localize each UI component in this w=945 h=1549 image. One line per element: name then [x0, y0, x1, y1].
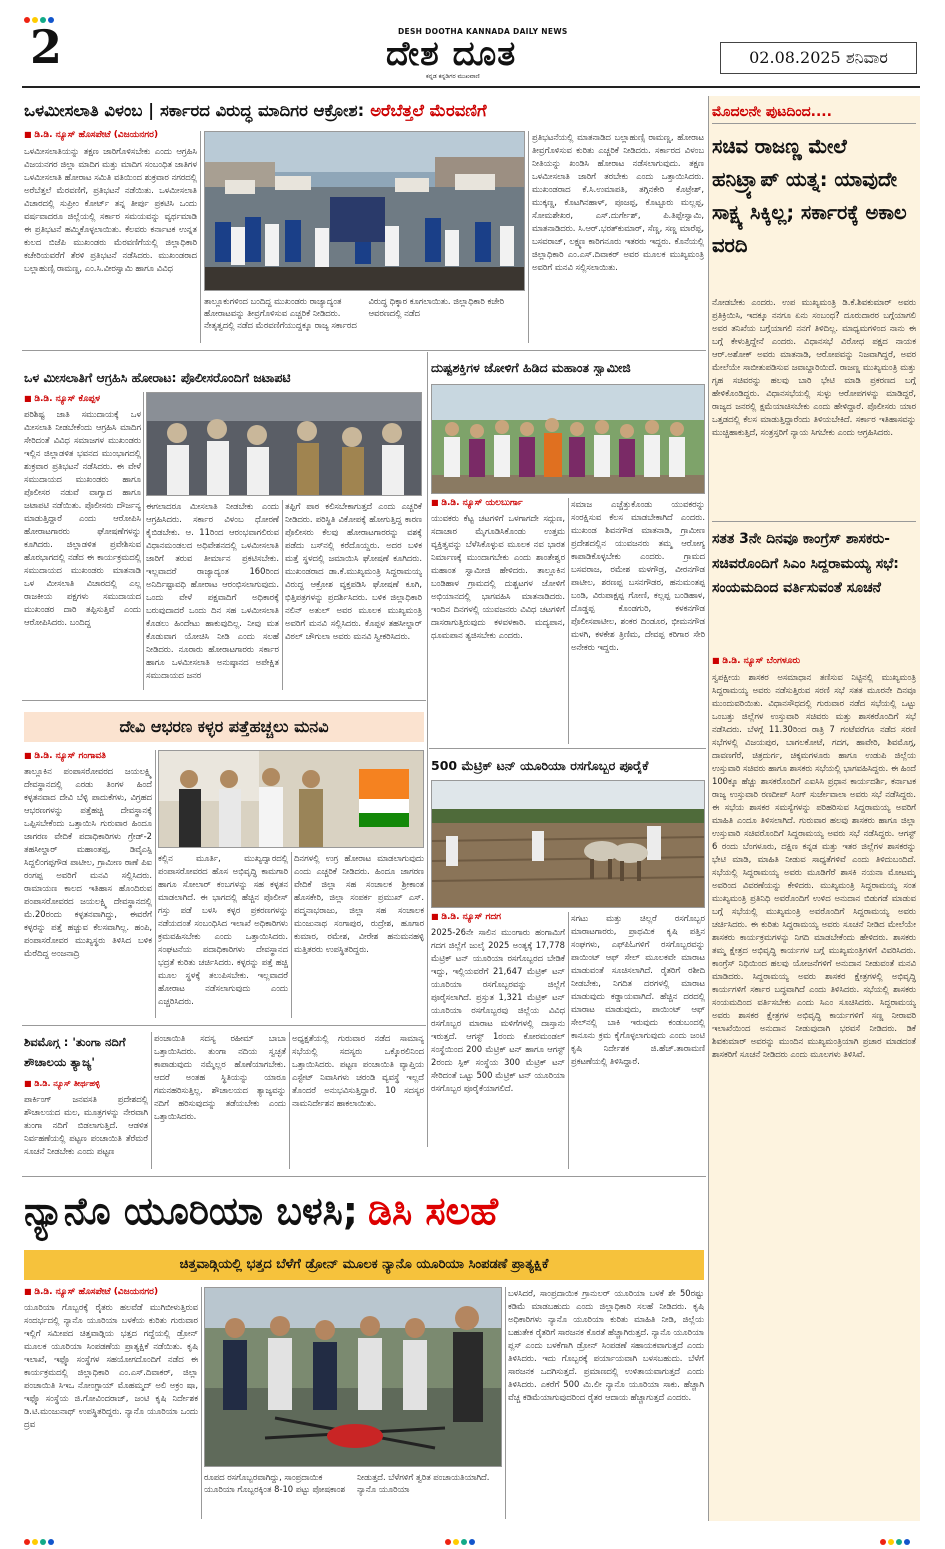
divider	[289, 1032, 290, 1169]
divider	[291, 852, 292, 1018]
protest-photo-illustration	[205, 132, 525, 291]
story-3-col-2: ಸಮಾಜ ಎಚ್ಚೆತ್ತುಕೊಂಡು ಯುವಕರನ್ನು ಸಂರಕ್ಷಿಸುವ ಕೆಲಸ ಮಾಡಬೇಕಾಗಿದೆ ಎಂದರು. ಮುಖಂಡ ಶಿವನಗೌಡ ಮಾತನಾಡಿ, ಗ್ರಾಮೀಣ ಪ್ರದೇಶದಲ್ಲಿನ ಯುವಜನರು ತಮ್ಮ ಆರೋಗ್ಯ ಕಾಪಾಡಿಕೊಳ್ಳಬೇಕು ಎಂದರು. ಗ್ರಾಮದ ಬಸವರಾಜ, ರಮೇಶ ಮಳಗೌಡ್ರ, ವೀರನಗೌಡ ಪಾಟೀಲ, ಶರಣಪ್ಪ ಬಸನಗೌಡರ, ಹನುಮಂತಪ್ಪ ಬಂಡಿ, ವಿರುಪಾಕ್ಷಪ್ಪ ಗೋಣಿ, ಕಲ್ಲಪ್ಪ ಬಂಡಿಹಾಳ, ದೊಡ್ಡಪ್ಪ ಕೊಂಡಗುರಿ, ಕಳಕನಗೌಡ ಪೊಲೀಸಪಾಟೀಲ, ಶಂಕರ ದಿಂಡೂರ, ಭೀಮನಗೌಡ ಮಳಗಿ, ಕಳಕೇಶ ತ್ರಿಣಿಮ, ದೇವಪ್ಪ ಕರಿಗಾರ ಸೇರಿ ಅನೇಕರು ಇದ್ದರು.	[571, 499, 705, 652]
paper-name-en: DESH DOOTHA KANNADA DAILY NEWS	[398, 27, 568, 36]
divider	[143, 392, 144, 690]
tagline: ಕನ್ನಡ ಕನ್ನಡಿಗರ ಮುಖವಾಣಿ	[426, 73, 480, 80]
divider	[22, 1025, 426, 1026]
page-number: 2	[30, 20, 63, 74]
story-4-col-3: ದಿನಗಳಲ್ಲಿ ಉಗ್ರ ಹೋರಾಟ ಮಾಡಲಾಗುವುದು ಎಂದು ಎಚ್ಚರಿಕೆ ನೀಡಿದರು. ಹಿಂದೂ ಜಾಗರಣ ವೇದಿಕೆ ಜಿಲ್ಲಾ ಸಹ ಸಂಚಾಲಕ ಶ್ರೀಕಾಂತ ಹೊಸಕೇರಿ, ಜಿಲ್ಲಾ ಸಂಪರ್ಕ ಪ್ರಮುಖ್ ಎಸ್. ಪದ್ಮನಾಭರಾಜು, ಜಿಲ್ಲಾ ಸಹ ಸಂಚಾಲಕ ಮಂಜುನಾಥ ಸಂಗಾಪುರ, ರುದ್ರೇಶ, ಹೂಗಾರ ಕುಮಾರ, ರಮೇಶ, ವೀರೇಶ ಹನುಮನಹಳ್ಳಿ ಮತ್ತಿತರರು ಉಪಸ್ಥಿತರಿದ್ದರು.	[294, 853, 424, 954]
plough-field-photo-illustration	[432, 781, 705, 908]
banner-headline-accent: ಡಿಸಿ ಸಲಹೆ	[368, 1188, 499, 1233]
story-6-col-2: ಪಂಚಾಯಿತಿ ಸದಸ್ಯ ರಹೀಮ್ ಬಾಬಾ ಒತ್ತಾಯಿಸಿದರು. ತುಂಗಾ ನದಿಯ ಸ್ವಚ್ಛತೆ ಕಾಪಾಡುವುದು ನಮ್ಮೆಲ್ಲರ ಹೊಣೆಯಾಗಬೇಕು. ಆದರೆ ಅಂತಹ ಸ್ಥಿತಿಯನ್ನು ಯಾರೂ ಗಮನಹರಿಸುತ್ತಿಲ್ಲ. ಶೌಚಾಲಯದ ತ್ಯಾಜ್ಯವನ್ನು ನದಿಗೆ ಹರಿಸುವುದನ್ನು ತಡೆಯಬೇಕು ಎಂದು ಒತ್ತಾಯಿಸಿದರು.	[154, 1033, 286, 1121]
sidebar-headline-2: ಸತತ 3ನೇ ದಿನವೂ ಕಾಂಗ್ರೆಸ್ ಶಾಸಕರು-ಸಚಿವರೊಂದಿಗೆ ಸಿಎಂ ಸಿದ್ದರಾಮಯ್ಯ ಸಭೆ: ಸಂಯಮದಿಂದ ವರ್ತಿಸುವಂತೆ ಸೂಚನೆ	[712, 531, 899, 596]
story-7-photo	[204, 1287, 502, 1467]
story-2-col-2: ಈಗಲಾದರೂ ಮೀಸಲಾತಿ ನೀಡಬೇಕು ಎಂದು ಆಗ್ರಹಿಸಿದರು. ಸರ್ಕಾರ ವಿಳಂಬ ಧೋರಣೆ ಕೈಬಿಡಬೇಕು. ಆ. 11ರಿಂದ ಆರಂಭವಾಗಲಿರುವ ವಿಧಾನಮಂಡಲದ ಅಧಿವೇಶನದಲ್ಲಿ ಒಳಮೀಸಲಾತಿ ಜಾರಿಗೆ ತರುವ ತೀರ್ಮಾನ ಪ್ರಕಟಿಸಬೇಕು. ಇಲ್ಲವಾದರೆ ರಾಜ್ಯಾದ್ಯಂತ 160ರಿಂದ ಅನಿರ್ದಿಷ್ಟಾವಧಿ ಹೋರಾಟ ಆರಂಭಿಸಲಾಗುವುದು. ಒಂದು ವೇಳೆ ಪಕ್ಷವಾದಿಗೆ ಅಧಿಕಾರಕ್ಕೆ ಬರುವುದಾದರೆ ಒಂದು ದಿನ ಸಹ ಒಳಮೀಸಲಾತಿ ಕೊಡಲು ಹಿಂದೇಟು ಹಾಕುವುದಿಲ್ಲ. ನೀವು ಮತ ಕೊಡುವಾಗ ಯೋಚಿಸಿ ನೀಡಿ ಎಂದು ಸಲಹೆ ನೀಡಿದರು. ನೂರಾರು ಹೋರಾಟಗಾರರು ಸರ್ಕಾರ ಹಾಗೂ ಒಳಮೀಸಲಾತಿ ಅನುಷ್ಠಾನದ ಅಪೇಕ್ಷಿತ ಸಮುದಾಯದ ಜನರ	[146, 501, 279, 680]
story-1-photo	[204, 131, 525, 291]
color-dots-bottom-right	[880, 1530, 912, 1549]
divider	[22, 1176, 706, 1177]
story-4-col-1: ತಾಲ್ಲೂಕಿನ ಪಂಪಾಸರೋವರದ ಜಯಲಕ್ಷ್ಮಿ ದೇವಸ್ಥಾನದಲ್ಲಿ ಎರಡು ತಿಂಗಳ ಹಿಂದೆ ಕಳ್ಳತನವಾದ ದೇವಿ ಬೆಳ್ಳಿ ಪಾದುಕೆಗಳು, ವಿಗ್ರಹದ ಆಭರಣಗಳನ್ನು ಪತ್ತೆಹಚ್ಚಿ ದೇವಸ್ಥಾನಕ್ಕೆ ಒಪ್ಪಿಸಬೇಕೆಂದು ಒತ್ತಾಯಿಸಿ ಗುರುವಾರ ಹಿಂದೂ ಜಾಗರಣ ವೇದಿಕೆ ಪದಾಧಿಕಾರಿಗಳು ಗ್ರೇಡ್-2 ತಹಸೀಲ್ದಾರ್ ಮಹಾಂತಪ್ಪ, ಡಿವೈಎಸ್ಪಿ ಸಿದ್ದಲಿಂಗಪ್ಪಗೌಡ ಪಾಟೀಲ, ಗ್ರಾಮೀಣ ಠಾಣೆ ಪಿಐ ರಂಗಪ್ಪ ಅವರಿಗೆ ಮನವಿ ಸಲ್ಲಿಸಿದರು. ರಾಮಾಯಣ ಕಾಲದ ಇತಿಹಾಸ ಹೊಂದಿರುವ ಪಂಪಾಸರೋವರದ ಜಯಲಕ್ಷ್ಮಿ ದೇವಸ್ಥಾನದಲ್ಲಿ ಮೆ.20ರಂದು ಕಳ್ಳತನವಾಗಿದ್ದು, ಈವರೆಗೆ ಕಳ್ಳರನ್ನು ಪತ್ತೆ ಹಚ್ಚುವ ಕೆಲಸವಾಗಿಲ್ಲ. ಹಂಪಿ, ಪಂಪಾಸರೋವರ ಮುಖ್ಯಸ್ಥರು ತಿಳಿಸಿದ ಬಳಿಕ ಮೆರೆದಿದ್ದ ಅಂಜನಾದ್ರಿ	[24, 766, 152, 958]
police-scuffle-photo-illustration	[147, 393, 422, 496]
story-2-byline: ■ ಡಿ.ಡಿ. ನ್ಯೂಸ್ ಕೊಪ್ಪಳ	[24, 394, 100, 404]
divider	[22, 700, 426, 701]
story-4-headline: ದೇವಿ ಆಭರಣ ಕಳ್ಳರ ಪತ್ತೆಹಚ್ಚಲು ಮನವಿ	[24, 712, 424, 742]
color-dots-bottom-left	[24, 1530, 56, 1549]
story-2-headline: ಒಳ ಮೀಸಲಾತಿಗೆ ಆಗ್ರಹಿಸಿ ಹೋರಾಟ: ಪೊಲೀಸರೊಂದಿಗೆ ಜಟಾಪಟಿ	[24, 370, 291, 385]
story-5-byline: ■ ಡಿ.ಡಿ. ನ್ಯೂಸ್ ಗದಗ	[431, 912, 501, 922]
story-4-photo	[158, 750, 424, 848]
divider	[568, 912, 569, 1169]
story-2-col-1: ಪರಿಶಿಷ್ಟ ಜಾತಿ ಸಮುದಾಯಕ್ಕೆ ಒಳ ಮೀಸಲಾತಿ ನೀಡಬೇಕೆಂದು ಆಗ್ರಹಿಸಿ ಮಾದಿಗ ಸೇರಿದಂತೆ ವಿವಿಧ ಸಮಾಜಗಳ ಮುಖಂಡರು ಇಲ್ಲಿನ ಜಿಲ್ಲಾಡಳಿತ ಭವನದ ಮುಂಭಾಗದಲ್ಲಿ ಶುಕ್ರವಾರ ಪ್ರತಿಭಟನೆ ನಡೆಸಿದರು. ಈ ವೇಳೆ ಸಮುದಾಯದ ಮುಖಂಡರು ಹಾಗೂ ಪೊಲೀಸರ ನಡುವೆ ವಾಗ್ವಾದ ಹಾಗೂ ಜಟಾಪಟಿ ನಡೆಯಿತು. ಪೊಲೀಸರು ದೌರ್ಜನ್ಯ ಮಾಡುತ್ತಿದ್ದಾರೆ ಎಂದು ಆರೋಪಿಸಿ ಹೋರಾಟಗಾರರು ಘೋಷಣೆಗಳನ್ನು ಕೂಗಿದರು. ಜಿಲ್ಲಾಡಳಿತ ಪ್ರವೇಶಿಸುವ ಹೊರಭಾಗದಲ್ಲಿ ನಡೆದ ಈ ಕಾರ್ಯಕ್ರಮದಲ್ಲಿ ಸಮುದಾಯದ ಮುಖಂಡರು ಮಾತನಾಡಿ ಒಳ ಮೀಸಲಾತಿ ವಿಚಾರದಲ್ಲಿ ಎಲ್ಲ ರಾಜಕೀಯ ಪಕ್ಷಗಳು ಸಮುದಾಯದ ಮುಖಂಡರ ದಾರಿ ತಪ್ಪಿಸುತ್ತಿವೆ ಎಂದು ಆರೋಪಿಸಿದರು. ಬಂದಿದ್ದ	[24, 409, 141, 627]
story-1-headline	[24, 97, 704, 125]
divider	[528, 131, 529, 343]
memorandum-submission-photo-illustration	[159, 751, 424, 848]
divider	[282, 500, 283, 690]
story-7-col-2: ಬಳಸಿದರೆ, ಸಾಂಪ್ರದಾಯಿಕ ಗ್ರಾನುಲರ್ ಯೂರಿಯಾ ಬಳಕೆ ಶೇ 50ರಷ್ಟು ಕಡಿಮೆ ಮಾಡಬಹುದು ಎಂದು ಜಿಲ್ಲಾಧಿಕಾರಿ ಸಲಹೆ ನೀಡಿದರು. ಕೃಷಿ ಅಧಿಕಾರಿಗಳು ನ್ಯಾನೊ ಯೂರಿಯಾ ಕುರಿತು ಮಾಹಿತಿ ನೀಡಿ, ಜಿಲ್ಲೆಯ ಬಹುತೇಕ ರೈತರಿಗೆ ಸಾರಜನಕ ಕೊರತೆ ಹೆಚ್ಚಾಗಿರುತ್ತದೆ. ನ್ಯಾನೊ ಯೂರಿಯಾ ಪ್ಲಸ್ ಎಂದು ಬಳಕೆಗಾಗಿ ಡ್ರೋನ್ ಸಿಂಪಡಣೆ ಸಹಾಯಕವಾಗುತ್ತದೆ ಎಂದು ತಿಳಿಸಿದರು. ಇದು ಗೊಬ್ಬರಕ್ಕೆ ಪರ್ಯಾಯವಾಗಿ ಬಳಸಬಹುದು. ಬೆಳೆಗೆ ಸಾರಜನಕ ಒದಗಿಸುತ್ತದೆ. ಪ್ರಮಾಣದಲ್ಲಿ ಉಳಿತಾಯವಾಗುತ್ತದೆ ಎಂದು ತಿಳಿಸಿದರು. ಎಕರೆಗೆ 500 ಮಿ.ಲೀ ನ್ಯಾನೊ ಯೂರಿಯಾ ಸಾಕು. ಹೆಚ್ಚಾಗಿ ವೆಚ್ಚ ಕಡಿಮೆಯಾಗುವುದರಿಂದ ರೈತರ ಆದಾಯ ಹೆಚ್ಚಾಗುತ್ತದೆ ಎಂದರು.	[508, 1288, 704, 1402]
date-day: 02.08.2025 ಶನಿವಾರ	[749, 48, 888, 67]
divider	[200, 131, 201, 343]
divider	[151, 1032, 152, 1169]
divider	[505, 1287, 506, 1519]
drone-demonstration-photo-illustration	[205, 1288, 502, 1467]
story-1-byline: ■ ಡಿ.ಡಿ. ನ್ಯೂಸ್ ಹೊಸಪೇಟೆ (ವಿಜಯನಗರ)	[24, 130, 158, 140]
date-box	[720, 42, 917, 74]
sidebar-text-1: ನೋಡಬೇಕು ಎಂದರು. ಉಪ ಮುಖ್ಯಮಂತ್ರಿ ಡಿ.ಕೆ.ಶಿವಕುಮಾರ್ ಅವರು ಪ್ರತಿಕ್ರಿಯಿಸಿ, ಇದಕ್ಕೂ ನನಗೂ ಏನು ಸಂಬಂಧ? ದೂರುದಾರರ ಬಗ್ಗೆಯಾಗಲಿ ಅವರ ತನಿಖೆಯ ಬಗ್ಗೆಯಾಗಲಿ ನನಗೆ ತಿಳಿದಿಲ್ಲ. ಮಾಧ್ಯಮಗಳಿಂದ ನಾನು ಈ ಬಗ್ಗೆ ಕೇಳುತ್ತಿದ್ದೇನೆ ಎಂದರು. ವಿಧಾನಸಭೆ ವಿರೋಧ ಪಕ್ಷದ ನಾಯಕ ಆರ್.ಅಶೋಕ್ ಅವರು ಮಾತನಾಡಿ, ಆರೋಪವನ್ನು ನಿಜವಾಗಿದ್ದರೆ, ಅವರ ಮೇಲೆಯೇ ಸಾಬೀತುಪಡಿಸುವ ಜವಾಬ್ದಾರಿಯಿದೆ. ರಾಜಣ್ಣ ಮುಖ್ಯಮಂತ್ರಿ ಮತ್ತು ಗೃಹ ಸಚಿವರನ್ನು ಹಲವು ಬಾರಿ ಭೇಟಿ ಮಾಡಿ ಪ್ರಕರಣದ ಬಗ್ಗೆ ಹೇಳಿಕೊಂಡಿದ್ದರು. ವಿಧಾನಸಭೆಯಲ್ಲಿ ಸುಳ್ಳು ಆರೋಪಗಳನ್ನು ಮಾಡಿದ್ದರೆ, ರಾಜ್ಯದ ಜನರಲ್ಲಿ ಕ್ಷಮೆಯಾಚಿಸಬೇಕು ಎಂದು ಹೇಳಿದ್ದಾರೆ. ಪೊಲೀಸರು ಯಾರ ಒತ್ತಡದಲ್ಲಿ ಕೆಲಸ ಮಾಡುತ್ತಿದ್ದಾರೆಂದು ತಿಳಿಯಬೇಕಿದೆ. ಸರ್ಕಾರ ಇತಿಹಾಸವನ್ನು ಮುಚ್ಚಿಹಾಕುತ್ತಿದೆ, ಸಂತ್ರಸ್ತರಿಗೆ ನ್ಯಾಯ ಸಿಗಬೇಕು ಎಂದು ಆಗ್ರಹಿಸಿದರು.	[712, 297, 916, 437]
masthead	[0, 0, 945, 86]
divider	[429, 748, 706, 749]
story-5-photo	[431, 780, 705, 908]
divider	[427, 352, 428, 1147]
story-6-col-1: ಪಾರ್ಕಿಂಗ್ ಜನವಸತಿ ಪ್ರದೇಶದಲ್ಲಿ ಶೌಚಾಲಯದ ಮಲ, ಮೂತ್ರಗಳನ್ನು ನೇರವಾಗಿ ತುಂಗಾ ನದಿಗೆ ಬಿಡಲಾಗುತ್ತಿದೆ. ಆಡಳಿತ ನಿರ್ವಹಣೆಯಲ್ಲಿ ಪಟ್ಟಣ ಪಂಚಾಯಿತಿ ತೆರೆಮರೆ ಸೂಚನೆ ನೀಡಬೇಕು ಎಂದು ಪಟ್ಟಣ	[24, 1094, 148, 1156]
story-4-col-2: ಕಲ್ಲಿನ ಮೂರ್ತಿ, ಮುಖ್ಯದ್ವಾರದಲ್ಲಿ ಪಂಪಾಸರೋವರದ ಹೊಸ ಅಭಿವೃದ್ಧಿ ಕಾಮಗಾರಿ ಹಾಗೂ ಸೋಲಾರ್ ಕಂಬಗಳನ್ನು ಸಹ ಕಳ್ಳತನ ಮಾಡಲಾಗಿದೆ. ಈ ಭಾಗದಲ್ಲಿ ಹೆಚ್ಚಿನ ಪೊಲೀಸ್ ಗಸ್ತು ಪಡೆ ಬಳಸಿ ಕಳ್ಳರ ಪ್ರಕರಣಗಳನ್ನು ನಡೆಯದಂತೆ ಸಂಬಂಧಿಸಿದ ಇಲಾಖೆ ಅಧಿಕಾರಿಗಳು ಕ್ರಮವಹಿಸಬೇಕು ಎಂದು ಒತ್ತಾಯಿಸಿದರು. ಸಂಘಟನೆಯ ಪದಾಧಿಕಾರಿಗಳು ದೇವಸ್ಥಾನದ ಭದ್ರತೆ ಕುರಿತು ಚರ್ಚಿಸಿದರು. ಕಳ್ಳರನ್ನು ಪತ್ತೆ ಹಚ್ಚಿ ಮೂಲ ಸ್ಥಳಕ್ಕೆ ತಲುಪಿಸಬೇಕು. ಇಲ್ಲವಾದರೆ ಹೋರಾಟ ನಡೆಸಲಾಗುವುದು ಎಂದು ಎಚ್ಚರಿಸಿದರು.	[158, 853, 288, 1006]
story-1-col-1: ಒಳಮೀಸಲಾತಿಯನ್ನು ತಕ್ಷಣ ಜಾರಿಗೊಳಿಸಬೇಕು ಎಂದು ಆಗ್ರಹಿಸಿ ವಿಜಯನಗರ ಜಿಲ್ಲಾ ಮಾದಿಗ ಮತ್ತು ಮಾದಿಗ ಸಂಬಂಧಿತ ಜಾತಿಗಳ ಒಳಮೀಸಲಾತಿ ಹೋರಾಟ ಸಮಿತಿ ವತಿಯಿಂದ ಶುಕ್ರವಾರ ನಗರದಲ್ಲಿ ಅರೆಬೆತ್ತಲೆ ಮೆರವಣಿಗೆ, ಪ್ರತಿಭಟನೆ ನಡೆಯಿತು. ಒಳಮೀಸಲಾತಿ ವಿಚಾರದಲ್ಲಿ ಸುಪ್ರೀಂ ಕೋರ್ಟ್ ತನ್ನ ತೀರ್ಪು ಪ್ರಕಟಿಸಿ ಒಂದು ವರ್ಷವಾದರೂ ಜಿಲ್ಲೆಯಲ್ಲಿ ಸರ್ಕಾರ ಸಮಯವನ್ನು ವ್ಯರ್ಥಮಾಡಿ ಈ ಪ್ರತಿಭಟನೆ ಹಮ್ಮಿಕೊಳ್ಳಲಾಯಿತು. ಕೆಲವರು ಕರ್ನಾಟಕ ಉನ್ನತ ಕುಲದ ಬಿಜೆಪಿ ಮುಖಂಡರು ಮೆರವಣಿಗೆಯಲ್ಲಿ ಜಿಲ್ಲಾಧಿಕಾರಿ ಕಚೇರಿಯವರೆಗೆ ತೆರಳಿ ಪ್ರತಿಭಟನೆ ನಡೆಸಿದರು. ಮುಖಂಡರಾದ ಬಲ್ಲಾಹುಣ್ಸಿ ರಾಮಣ್ಣ, ಎಂ.ಸಿ.ವೀರಸ್ವಾಮಿ ಹಾಗೂ ವಿವಿಧ	[24, 146, 197, 273]
story-2-col-3: ತಪ್ಪಿಗೆ ಪಾಠ ಕಲಿಸಬೇಕಾಗುತ್ತದೆ ಎಂದು ಎಚ್ಚರಿಕೆ ನೀಡಿದರು. ಪರಿಸ್ಥಿತಿ ವಿಕೋಪಕ್ಕೆ ಹೋಗುತ್ತಿದ್ದ ಕಾರಣ ಪೊಲೀಸರು ಕೆಲವು ಹೋರಾಟಗಾರರನ್ನು ವಶಕ್ಕೆ ಪಡೆದು ಬಸ್‍ನಲ್ಲಿ ಕರೆದೊಯ್ದರು. ಅದರ ಬಳಿಕ ಮತ್ತೆ ಸ್ಥಳದಲ್ಲಿ ಜಮಾಯಿಸಿ ಘೋಷಣೆ ಕೂಗಿದರು. ಮುಖಂಡರಾದ ಡಾ.ಕೆ.ಮುಖ್ಯಮಂತ್ರಿ ಸಿದ್ದರಾಮಯ್ಯ ವಿರುದ್ಧ ಆಕ್ರೋಶ ವ್ಯಕ್ತಪಡಿಸಿ ಘೋಷಣೆ ಕೂಗಿ, ಭಿತ್ತಿಪತ್ರಗಳನ್ನು ಪ್ರದರ್ಶಿಸಿದರು. ಬಳಿಕ ಜಿಲ್ಲಾಧಿಕಾರಿ ನಲಿನ್ ಅತುಲ್ ಅವರ ಮೂಲಕ ಮುಖ್ಯಮಂತ್ರಿ ಅವರಿಗೆ ಮನವಿ ಸಲ್ಲಿಸಿದರು. ಕೊಪ್ಪಳ ತಹಸೀಲ್ದಾರ್ ವಿಠಲ್ ಚೌಗುಲಾ ಅವರು ಮನವಿ ಸ್ವೀಕರಿಸಿದರು.	[285, 501, 422, 641]
story-1-headline-main: ಒಳಮೀಸಲಾತಿ ವಿಳಂಬ | ಸರ್ಕಾರದ ವಿರುದ್ಧ ಮಾದಿಗರ ಆಕ್ರೋಶ:	[24, 101, 365, 120]
masthead-rule	[22, 86, 920, 88]
story-1-headline-accent: ಅರೆಬೆತ್ತಲೆ ಮೆರವಣಿಗೆ	[370, 101, 487, 120]
story-1-col-3: ಪ್ರತಿಭಟನೆಯಲ್ಲಿ ಮಾತನಾಡಿದ ಬಲ್ಲಾಹುಣ್ಸಿ ರಾಮಣ್ಣ, ಹೋರಾಟ ತೀವ್ರಗೊಳಿಸುವ ಕುರಿತು ಎಚ್ಚರಿಕೆ ನೀಡಿದರು. ಸರ್ಕಾರದ ವಿಳಂಬ ನೀತಿಯನ್ನು ಖಂಡಿಸಿ ಹೋರಾಟ ನಡೆಸಲಾಗುವುದು. ತಕ್ಷಣ ಒಳಮೀಸಲಾತಿ ಜಾರಿಗೆ ತರಬೇಕು ಎಂದು ಒತ್ತಾಯಿಸಿದರು. ಮುಖಂಡರಾದ ಕೆ.ಸಿ.ಉಮಾಪತಿ, ತಗ್ಗಿನಕೇರಿ ಕೊಟ್ರೇಶ್, ಮುಕ್ಕಣ್ಣ, ಕೊಟಗಿನಹಾಳ್, ಪೂಜಪ್ಪ, ಕೊಟ್ಟೂರು ಮಲ್ಲಪ್ಪ, ಸೋಮಶೇಖರ, ಎಸ್.ದುರ್ಗೇಶ್, ಪಿ.ತಿಪ್ಪೇಸ್ವಾಮಿ, ಮಾತನಾಡಿದರು. ಸಿ.ಆರ್.ಭರತ್‍ಕುಮಾರ್, ಸೆಣ್ಣ, ಸಣ್ಣ ಮಾರೆಪ್ಪ, ಬಸವರಾಜ್, ಲಕ್ಷ್ಮಣ ಕಾರಿಗನೂರು ಇತರರು ಇದ್ದರು. ಕೊನೆಯಲ್ಲಿ ಜಿಲ್ಲಾಧಿಕಾರಿ ಎಂ.ಎಸ್.ದಿವಾಕರ್ ಅವರ ಮೂಲಕ ಮುಖ್ಯಮಂತ್ರಿ ಅವರಿಗೆ ಮನವಿ ಸಲ್ಲಿಸಲಾಯಿತು.	[532, 132, 704, 272]
divider	[22, 350, 706, 351]
divider	[155, 750, 156, 1018]
story-6-headline: ಶಿವಮೊಗ್ಗ : 'ತುಂಗಾ ನದಿಗೆ ಶೌಚಾಲಯ ತ್ಯಾಜ್ಯ'	[24, 1035, 126, 1069]
sidebar-headline-1: ಸಚಿವ ರಾಜಣ್ಣ ಮೇಲೆ ಹನಿಟ್ರ್ಯಾಪ್ ಯತ್ನ: ಯಾವುದೇ ಸಾಕ್ಷ್ಯ ಸಿಕ್ಕಿಲ್ಲ; ಸರ್ಕಾರಕ್ಕೆ ಅಕಾಲ ವರದಿ	[712, 135, 907, 257]
swamiji-group-photo-illustration	[432, 385, 705, 494]
story-5-headline: 500 ಮೆಟ್ರಿಕ್ ಟನ್ ಯೂರಿಯಾ ರಸಗೊಬ್ಬರ ಪೂರೈಕೆ	[431, 758, 649, 773]
divider	[712, 521, 916, 522]
color-dots-bottom-center	[445, 1530, 477, 1549]
story-7-headline: ಚಿತ್ತವಾಡ್ಗಿಯಲ್ಲಿ ಭತ್ತದ ಬೆಳೆಗೆ ಡ್ರೋನ್ ಮೂಲಕ ನ್ಯಾನೊ ಯೂರಿಯಾ ಸಿಂಪಡಣೆ ಪ್ರಾತ್ಯಕ್ಷಿಕೆ	[24, 1250, 704, 1280]
story-5-col-2: ಸಗಟು ಮತ್ತು ಚಿಲ್ಲರೆ ರಸಗೊಬ್ಬರ ಮಾರಾಟಗಾರರು, ಪ್ರಾಥಮಿಕ ಕೃಷಿ ಪತ್ತಿನ ಸಂಘಗಳು, ಎಫ್‍ಪಿಓಗಳಿಗೆ ರಸಗೊಬ್ಬರವನ್ನು ಪಾಯಿಂಟ್ ಆಫ್ ಸೇಲ್ ಮೂಲಕವೇ ಮಾರಾಟ ಮಾಡುವಂತೆ ಸೂಚಿಸಲಾಗಿದೆ. ರೈತರಿಗೆ ರಶೀದಿ ನೀಡಬೇಕು, ನಿಗದಿತ ದರಗಳಲ್ಲಿ ಮಾರಾಟ ಮಾಡುವುದು ಕಡ್ಡಾಯವಾಗಿದೆ. ಹೆಚ್ಚಿನ ದರದಲ್ಲಿ ಮಾರಾಟ ಮಾಡುವುದು, ಪಾಯಿಂಟ್ ಆಫ್ ಸೇಲ್‍ನಲ್ಲಿ ಬಾಕಿ ಇರುವುದು ಕಂಡುಬಂದಲ್ಲಿ ಕಾನೂನು ಕ್ರಮ ಕೈಗೊಳ್ಳಲಾಗುವುದು ಎಂದು ಜಂಟಿ ಕೃಷಿ ನಿರ್ದೇಶಕ ಜಿ.ಹೆಚ್.ತಾರಾಮಣಿ ಪ್ರಕಟಣೆಯಲ್ಲಿ ತಿಳಿಸಿದ್ದಾರೆ.	[571, 913, 705, 1066]
sidebar-header: ಮೊದಲನೇ ಪುಟದಿಂದ....	[712, 100, 916, 124]
paper-logo: ದೇಶ ದೂತ	[386, 34, 517, 74]
story-7-col-1: ಯೂರಿಯಾ ಗೊಬ್ಬರಕ್ಕೆ ರೈತರು ಹಲವೆಡೆ ಮುಗಿಬೀಳುತ್ತಿರುವ ಸಂದರ್ಭದಲ್ಲಿ ನ್ಯಾನೊ ಯೂರಿಯಾ ಬಳಕೆಯ ಕುರಿತು ಗುರುವಾರ ಇಲ್ಲಿಗೆ ಸಮೀಪದ ಚಿತ್ತವಾಡ್ಗಿಯ ಭತ್ತದ ಗದ್ದೆಯಲ್ಲಿ ಡ್ರೋನ್ ಮೂಲಕ ಯೂರಿಯಾ ಸಿಂಪಡಣೆಯ ಪ್ರಾತ್ಯಕ್ಷಿಕೆ ನಡೆಯಿತು. ಕೃಷಿ ಇಲಾಖೆ, ಇಫ್ಕೊ ಸಂಸ್ಥೆಗಳ ಸಹಯೋಗದೊಂದಿಗೆ ನಡೆದ ಈ ಕಾರ್ಯಕ್ರಮದಲ್ಲಿ ಜಿಲ್ಲಾಧಿಕಾರಿ ಎಂ.ಎಸ್.ದಿವಾಕರ್, ಜಿಲ್ಲಾ ಪಂಚಾಯಿತಿ ಸಿಇಒ ನೋಂಗ್ಜಾಯ್ ಮೊಹಮ್ಮದ್ ಅಲಿ ಅಕ್ರಂ ಷಾ, ಇಫ್ಕೊ ಸಂಸ್ಥೆಯ ಜಿ.ಗೋವಿಂದರಾಜ್, ಜಂಟಿ ಕೃಷಿ ನಿರ್ದೇಶಕ ಡಿ.ಟಿ.ಮಂಜುನಾಥ್ ಉಪಸ್ಥಿತರಿದ್ದರು. ನ್ಯಾನೊ ಯೂರಿಯಾ ಒಂದು ದ್ರವ	[24, 1302, 198, 1429]
story-1-caption: ತಾಲ್ಲೂಕುಗಳಿಂದ ಬಂದಿದ್ದ ಮುಖಂಡರು ರಾಜ್ಯಾದ್ಯಂತ ಹೋರಾಟವನ್ನು ತೀವ್ರಗೊಳಿಸುವ ಎಚ್ಚರಿಕೆ ನೀಡಿದರು. ನೇತೃತ್ವದಲ್ಲಿ ನಡೆದ ಮೆರವಣಿಗೆಯುದ್ದಕ್ಕೂ ರಾಜ್ಯ ಸರ್ಕಾರದ ವಿರುದ್ಧ ಧಿಕ್ಕಾರ ಕೂಗಲಾಯಿತು. ಜಿಲ್ಲಾಧಿಕಾರಿ ಕಚೇರಿ ಆವರಣದಲ್ಲಿ ನಡೆದ	[204, 296, 505, 330]
story-3-byline: ■ ಡಿ.ಡಿ. ನ್ಯೂಸ್ ಯಲಬುರ್ಗಾ	[431, 498, 523, 508]
story-4-byline: ■ ಡಿ.ಡಿ. ನ್ಯೂಸ್ ಗಂಗಾವತಿ	[24, 751, 106, 761]
story-7-byline: ■ ಡಿ.ಡಿ. ನ್ಯೂಸ್ ಹೊಸಪೇಟೆ (ವಿಜಯನಗರ)	[24, 1287, 158, 1297]
story-5-col-1: 2025-26ನೇ ಸಾಲಿನ ಮುಂಗಾರು ಹಂಗಾಮಿಗೆ ಗದಗ ಜಿಲ್ಲೆಗೆ ಜುಲೈ 2025 ಅಂತ್ಯಕ್ಕೆ 17,778 ಮೆಟ್ರಿಕ್ ಟನ್ ಯೂರಿಯಾ ರಸಗೊಬ್ಬರದ ಬೇಡಿಕೆ ಇದ್ದು, ಇಲ್ಲಿಯವರೆಗೆ 21,647 ಮೆಟ್ರಿಕ್ ಟನ್ ಯೂರಿಯಾ ರಸಗೊಬ್ಬರವನ್ನು ಜಿಲ್ಲೆಗೆ ಪೂರೈಸಲಾಗಿದೆ. ಪ್ರಸ್ತುತ 1,321 ಮೆಟ್ರಿಕ್ ಟನ್ ಯೂರಿಯಾ ರಸಗೊಬ್ಬರವು ಜಿಲ್ಲೆಯ ವಿವಿಧ ರಸಗೊಬ್ಬರ ಮಾರಾಟ ಮಳಿಗೆಗಳಲ್ಲಿ ದಾಸ್ತಾನು ಇರುತ್ತದೆ. ಆಗಸ್ಟ್ 1ರಂದು ಕೋರಮಂಡಲ್ ಸಂಸ್ಥೆಯಿಂದ 200 ಮೆಟ್ರಿಕ್ ಟನ್ ಹಾಗೂ ಆಗಸ್ಟ್ 2ರಂದು ಸ್ಪಿಕ್ ಸಂಸ್ಥೆಯ 300 ಮೆಟ್ರಿಕ್ ಟನ್ ಸೇರಿದಂತೆ ಒಟ್ಟು 500 ಮೆಟ್ರಿಕ್ ಟನ್ ಯೂರಿಯಾ ರಸಗೊಬ್ಬರ ಪೂರೈಕೆಯಾಗಲಿದೆ.	[431, 927, 565, 1093]
divider	[201, 1287, 202, 1519]
sidebar-byline-2: ■ ಡಿ.ಡಿ. ನ್ಯೂಸ್ ಬೆಂಗಳೂರು	[712, 656, 800, 666]
divider	[568, 498, 569, 744]
story-3-photo	[431, 384, 705, 494]
story-6-byline: ■ ಡಿ.ಡಿ. ನ್ಯೂಸ್ ತೀರ್ಥಹಳ್ಳಿ	[24, 1079, 100, 1089]
banner-headline-main: ನ್ಯಾನೊ ಯೂರಿಯಾ ಬಳಸಿ;	[24, 1188, 358, 1233]
story-3-headline: ದುಷ್ಟಶಕ್ತಿಗಳ ಜೋಳಿಗೆ ಹಿಡಿದ ಮಹಾಂತ ಸ್ವಾಮೀಜಿ	[431, 360, 631, 375]
story-6-col-3: ಅಧ್ಯಕ್ಷತೆಯಲ್ಲಿ ಗುರುವಾರ ನಡೆದ ಸಾಮಾನ್ಯ ಸಭೆಯಲ್ಲಿ ಸದಸ್ಯರು ಒಕ್ಕೊರಲಿನಿಂದ ಒತ್ತಾಯಿಸಿದರು. ಪಟ್ಟಣ ಪಂಚಾಯಿತಿ ವ್ಯಾಪ್ತಿಯ ಎಸ್ಟೇಟ್ ನಿವಾಸಿಗಳು ಚರಂಡಿ ವ್ಯವಸ್ಥೆ ಇಲ್ಲದೆ ತೊಂದರೆ ಅನುಭವಿಸುತ್ತಿದ್ದಾರೆ. 10 ಸದಸ್ಯರ ನಾಮನಿರ್ದೇಶನ ಹಾಕಲಾಯಿತು.	[292, 1033, 424, 1108]
story-2-photo	[146, 392, 422, 496]
sidebar-text-2: ಸ್ವಪಕ್ಷೀಯ ಶಾಸಕರ ಅಸಮಾಧಾನ ತಣಿಸುವ ನಿಟ್ಟಿನಲ್ಲಿ ಮುಖ್ಯಮಂತ್ರಿ ಸಿದ್ದರಾಮಯ್ಯ ಅವರು ನಡೆಸುತ್ತಿರುವ ಸರಣಿ ಸಭೆ ಸತತ ಮೂರನೇ ದಿನವೂ ಮುಂದುವರಿಯಿತು. ವಿಧಾನಸೌಧದಲ್ಲಿ ಗುರುವಾರ ನಡೆದ ಸಭೆಯಲ್ಲಿ ಒಟ್ಟು ಒಂಬತ್ತು ಜಿಲ್ಲೆಗಳ ಉಸ್ತುವಾರಿ ಸಚಿವರು ಮತ್ತು ಶಾಸಕರೊಂದಿಗೆ ಸಭೆ ನಡೆಸಿದರು. ಬೆಳಗ್ಗೆ 11.30ರಿಂದ ರಾತ್ರಿ 7 ಗಂಟೆವರೆಗೂ ನಡೆದ ಸರಣಿ ಸಭೆಗಳಲ್ಲಿ ವಿಜಯಪುರ, ಬಾಗಲಕೋಟೆ, ಗದಗ, ಹಾವೇರಿ, ಶಿವಮೊಗ್ಗ, ದಾವಣಗೆರೆ, ಚಿತ್ರದುರ್ಗ, ಚಿಕ್ಕಮಗಳೂರು ಹಾಗೂ ಉಡುಪಿ ಜಿಲ್ಲೆಯ ಉಸ್ತುವಾರಿ ಸಚಿವರು ಹಾಗೂ ಶಾಸಕರು ಸಭೆಯಲ್ಲಿ ಭಾಗವಹಿಸಿದ್ದರು. ಈ ಹಿಂದೆ 100ಕ್ಕೂ ಹೆಚ್ಚು ಶಾಸಕರೊಂದಿಗೆ ಎಐಸಿಸಿ ಪ್ರಧಾನ ಕಾರ್ಯದರ್ಶಿ, ಕರ್ನಾಟಕ ರಾಜ್ಯ ಉಸ್ತುವಾರಿ ರಣದೀಪ್ ಸಿಂಗ್ ಸುರ್ಜೇವಾಲಾ ಅವರು ಸಭೆ ನಡೆಸಿದ್ದರು. ಈ ಸಭೆಯ ಶಾಸಕರ ಸಮಸ್ಯೆಗಳನ್ನು ಪರಿಹರಿಸುವ ಸಿದ್ದರಾಮಯ್ಯ ಅವರಿಗೆ ಮಾಹಿತಿ ಎಂದೂ ತಿಳಿಸಲಾಗಿದೆ. ಗುರುವಾರ ಹಲವು ಶಾಸಕರು ಹಾಗೂ ಜಿಲ್ಲಾ ಉಸ್ತುವಾರಿ ಸಚಿವರೊಂದಿಗೆ ಸಿದ್ದರಾಮಯ್ಯ ಅವರು ಸಭೆ ನಡೆಸಿದ್ದರು. ಆಗಸ್ಟ್ 6 ರಂದು ಬೆಂಗಳೂರು, ದಕ್ಷಿಣ ಕನ್ನಡ ಮತ್ತು ಇತರ ಜಿಲ್ಲೆಗಳ ಶಾಸಕರನ್ನು ಭೇಟಿ ಮಾಡಿ, ಮಾಹಿತಿ ನೀಡುವ ಸಾಧ್ಯತೆಗಳಿವೆ ಎಂದು ತಿಳಿದುಬಂದಿದೆ. ಸಭೆಯಲ್ಲಿ ಸಿದ್ದರಾಮಯ್ಯ ಅವರು ಮೂಡಿಗೆರೆ ಶಾಸಕಿ ನಯನಾ ಮೋಟಮ್ಮ ಅವರಿಂದ ವಿವರಣೆಯನ್ನು ಕೇಳಿದರು. ಮುಖ್ಯಮಂತ್ರಿ ಸಿದ್ದರಾಮಯ್ಯ ಸಂತ ಮುಖ್ಯಮಂತ್ರಿ ಪ್ರತಿನಿಧಿ ಅವರೊಂದಿಗೆ ಉಳಿದ ಅನುದಾನ ಬಿಡುಗಡೆ ಮಾಡುವ ಬಗ್ಗೆ ಸಭೆಯಲ್ಲಿ ಮುಖ್ಯಮಂತ್ರಿ ಅವರೊಂದಿಗೆ ಸಿದ್ದರಾಮಯ್ಯ ಅವರು ಚರ್ಚಿಸಿದರು. ಈ ಕುರಿತು ಸಿದ್ದರಾಮಯ್ಯ ಅವರು ಸೂಚನೆ ನೀಡಿದ ಮೇಲೆಯೇ ಶಾಸಕರು ಕಾರ್ಯಕ್ರಮಗಳನ್ನು ನಿಗದಿ ಮಾಡಬೇಕೆಂದು ಹೇಳಿದರು. ಶಾಸಕರು ತಮ್ಮ ಕ್ಷೇತ್ರದ ಅಭಿವೃದ್ಧಿ ಕಾರ್ಯಗಳ ಬಗ್ಗೆ ಮುಖ್ಯಮಂತ್ರಿಗಳಿಗೆ ವಿವರಿಸಿದರು. ಕಾಂಗ್ರೆಸ್ ನಿಧಿಯಿಂದ ಹಲವು ಯೋಜನೆಗಳಿಗೆ ಅನುದಾನ ನೀಡುವಂತೆ ಮನವಿ ಮಾಡಿದರು. ಸಿದ್ದರಾಮಯ್ಯ ಅವರು ಶಾಸಕರ ಕ್ಷೇತ್ರಗಳಲ್ಲಿ ಅಭಿವೃದ್ಧಿ ಕಾರ್ಯಗಳಿಗೆ ಸರ್ಕಾರ ಬದ್ಧವಾಗಿದೆ ಎಂದು ತಿಳಿಸಿದರು. ಸಭೆಯಲ್ಲಿ ಶಾಸಕರು ಸಂಯಮದಿಂದ ವರ್ತಿಸಬೇಕು ಎಂದು ಸಿಎಂ ಸೂಚಿಸಿದರು. ಸಿದ್ದರಾಮಯ್ಯ ಅವರು ಶಾಸಕರ ಕ್ಷೇತ್ರಗಳ ಅಭಿವೃದ್ಧಿ ಕಾರ್ಯಗಳಿಗೆ ಸಣ್ಣ ನೀರಾವರಿ ಇಲಾಖೆಯಿಂದ ಅನುದಾನ ನೀಡುವುದಾಗಿ ಭರವಸೆ ನೀಡಿದರು. ಡಿಕೆ ಶಿವಕುಮಾರ್ ಅವರನ್ನು ಮುಂದಿನ ಮುಖ್ಯಮಂತ್ರಿಯಾಗಿ ಪ್ರಚಾರ ಮಾಡದಂತೆ ಶಾಸಕರಿಗೆ ಸೂಚನೆ ನೀಡಿದರು ಎಂದು ಮೂಲಗಳು ತಿಳಿಸಿವೆ.	[712, 672, 916, 1059]
banner-headline	[24, 1180, 704, 1242]
story-7-caption: ರೂಪದ ರಸಗೊಬ್ಬರವಾಗಿದ್ದು, ಸಾಂಪ್ರದಾಯಿಕ ಯೂರಿಯಾ ಗೊಬ್ಬರಕ್ಕಿಂತ 8-10 ಪಟ್ಟು ಪೋಷಕಾಂಶ ನೀಡುತ್ತದೆ. ಬೆಳೆಗಳಿಗೆ ತ್ವರಿತ ಪಂಚಾಯತಿಯಾಗಿದೆ. ನ್ಯಾನೊ ಯೂರಿಯಾ	[204, 1472, 490, 1494]
story-3-col-1: ಯುವಕರು ಕೆಟ್ಟ ಚಟಗಳಿಗೆ ಒಳಗಾಗದೇ ಸದ್ಗುಣ, ಸದಾಚಾರ ಮೈಗೂಡಿಸಿಕೊಂಡು ಉತ್ತಮ ವ್ಯಕ್ತಿತ್ವವನ್ನು ಬೆಳೆಸಿಕೊಳ್ಳುವ ಮೂಲಕ ನವ ಭಾರತ ನಿರ್ಮಾಣಕ್ಕೆ ಮುಂದಾಗಬೇಕು ಎಂದು ಶಾಂತೇಶ್ವರ ಮಹಾಂತ ಸ್ವಾಮೀಜಿ ಹೇಳಿದರು. ತಾಲ್ಲೂಕಿನ ಬಂಡಿಹಾಳ ಗ್ರಾಮದಲ್ಲಿ ದುಶ್ಚಟಗಳ ಜೋಳಿಗೆ ಅಭಿಯಾನದಲ್ಲಿ ಭಾಗವಹಿಸಿ ಮಾತನಾಡಿದರು. ಇಂದಿನ ದಿನಗಳಲ್ಲಿ ಯುವಜನರು ವಿವಿಧ ಚಟಗಳಿಗೆ ದಾಸರಾಗುತ್ತಿರುವುದು ಕಳವಳಕಾರಿ. ಮದ್ಯಪಾನ, ಧೂಮಪಾನ ತ್ಯಜಿಸಬೇಕು ಎಂದರು.	[431, 513, 565, 640]
